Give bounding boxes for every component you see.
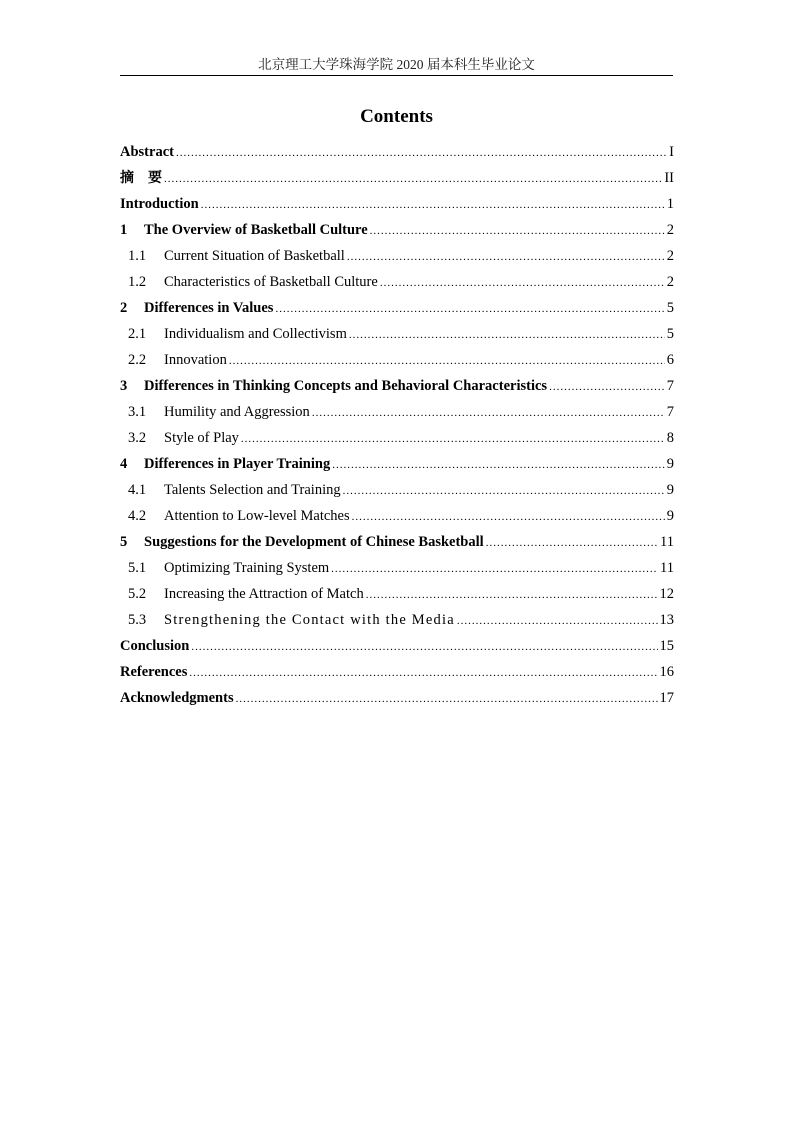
- toc-entry-chinese-abstract[interactable]: [120, 165, 674, 191]
- toc-entry-chapter-3[interactable]: [120, 373, 674, 399]
- toc-entry-section-5-2[interactable]: [120, 581, 674, 607]
- toc-page-number: 17: [659, 690, 674, 706]
- toc-dot-leader: [275, 296, 664, 322]
- toc-dot-leader: [189, 660, 657, 686]
- toc-entry-introduction[interactable]: [120, 191, 674, 217]
- running-header: 北京理工大学珠海学院 2020 届本科生毕业论文: [258, 57, 535, 72]
- toc-entry-title: Differences in Thinking Concepts and Behavioral Characteristics: [144, 378, 548, 394]
- toc-dot-leader: [343, 478, 665, 504]
- toc-entry-title: Conclusion: [120, 638, 190, 654]
- toc-page-number: 5: [666, 300, 674, 316]
- toc-dot-leader: [332, 452, 665, 478]
- toc-dot-leader: [201, 192, 665, 218]
- toc-entry-references[interactable]: [120, 659, 674, 685]
- toc-entry-number: 3.2: [128, 430, 147, 446]
- toc-page-number: 5: [666, 326, 674, 342]
- toc-dot-leader: [370, 218, 665, 244]
- header-rule: [120, 75, 673, 76]
- toc-page-number: 2: [666, 274, 674, 290]
- toc-dot-leader: [549, 374, 665, 400]
- toc-entry-number: 4.1: [128, 482, 147, 498]
- toc-entry-title: Attention to Low-level Matches: [164, 508, 350, 524]
- toc-page-number: 16: [659, 664, 674, 680]
- toc-entry-chapter-4[interactable]: [120, 451, 674, 477]
- toc-entry-number: 5: [120, 534, 128, 550]
- toc-entry-abstract[interactable]: [120, 139, 674, 165]
- toc-entry-number: 2.1: [128, 326, 147, 342]
- toc-entry-title: Innovation: [164, 352, 227, 368]
- toc-entry-title: Increasing the Attraction of Match: [164, 586, 364, 602]
- toc-entry-title: Introduction: [120, 196, 199, 212]
- toc-page-number: 1: [666, 196, 674, 212]
- toc-entry-section-2-2[interactable]: [120, 347, 674, 373]
- toc-entry-title: References: [120, 664, 188, 680]
- toc-entry-chapter-1[interactable]: [120, 217, 674, 243]
- toc-dot-leader: [347, 244, 665, 270]
- toc-page-number: 13: [659, 612, 674, 628]
- toc-entry-section-2-1[interactable]: [120, 321, 674, 347]
- toc-dot-leader: [380, 270, 665, 296]
- toc-page-number: 8: [666, 430, 674, 446]
- toc-entry-title: Strengthening the Contact with the Media: [164, 612, 455, 628]
- toc-entry-number: 1: [120, 222, 128, 238]
- toc-page-number: 7: [666, 404, 674, 420]
- toc-entry-section-3-1[interactable]: [120, 399, 674, 425]
- toc-dot-leader: [229, 348, 665, 374]
- toc-page-number: II: [664, 170, 674, 186]
- toc-page-number: 2: [666, 222, 674, 238]
- toc-page-number: 11: [660, 560, 674, 576]
- toc-entry-section-5-3[interactable]: [120, 607, 674, 633]
- toc-entry-number: 2: [120, 300, 128, 316]
- toc-dot-leader: [164, 166, 662, 192]
- toc-entry-number: 5.1: [128, 560, 147, 576]
- toc-entry-title: Acknowledgments: [120, 690, 234, 706]
- toc-entry-title: Optimizing Training System: [164, 560, 330, 576]
- toc-entry-number: 3: [120, 378, 128, 394]
- toc-entry-number: 4: [120, 456, 128, 472]
- toc-page-number: 9: [666, 456, 674, 472]
- toc-dot-leader: [457, 608, 658, 634]
- toc-entry-section-1-2[interactable]: [120, 269, 674, 295]
- toc-entry-chapter-2[interactable]: [120, 295, 674, 321]
- toc-entry-title: Talents Selection and Training: [164, 482, 341, 498]
- toc-dot-leader: [486, 530, 658, 556]
- toc-page-number: 7: [666, 378, 674, 394]
- toc-entry-title: Style of Play: [164, 430, 239, 446]
- toc-entry-number: 1.1: [128, 248, 147, 264]
- toc-entry-number: 2.2: [128, 352, 147, 368]
- toc-page-number: 6: [666, 352, 674, 368]
- table-of-contents: [120, 139, 674, 711]
- toc-entry-title: Suggestions for the Development of Chinese Basketball: [144, 534, 484, 550]
- toc-dot-leader: [241, 426, 665, 452]
- toc-dot-leader: [349, 322, 665, 348]
- toc-entry-section-5-1[interactable]: [120, 555, 674, 581]
- toc-entry-title: Differences in Player Training: [144, 456, 331, 472]
- toc-page-number: 2: [666, 248, 674, 264]
- toc-dot-leader: [176, 140, 667, 166]
- toc-entry-section-3-2[interactable]: [120, 425, 674, 451]
- toc-page-number: I: [669, 144, 674, 160]
- toc-entry-number: 3.1: [128, 404, 147, 420]
- toc-dot-leader: [366, 582, 658, 608]
- toc-page-number: 9: [666, 508, 674, 524]
- toc-entry-number: 1.2: [128, 274, 147, 290]
- toc-entry-section-4-1[interactable]: [120, 477, 674, 503]
- toc-entry-title: Abstract: [120, 144, 174, 160]
- toc-dot-leader: [312, 400, 665, 426]
- toc-dot-leader: [352, 504, 665, 530]
- toc-entry-title: 摘 要: [120, 170, 162, 186]
- toc-entry-section-1-1[interactable]: [120, 243, 674, 269]
- toc-dot-leader: [191, 634, 657, 660]
- toc-entry-acknowledgments[interactable]: [120, 685, 674, 711]
- page-title: Contents: [360, 106, 433, 127]
- toc-entry-number: 5.3: [128, 612, 147, 628]
- toc-page-number: 15: [659, 638, 674, 654]
- toc-entry-chapter-5[interactable]: [120, 529, 674, 555]
- toc-entry-conclusion[interactable]: [120, 633, 674, 659]
- toc-page-number: 12: [659, 586, 674, 602]
- toc-entry-section-4-2[interactable]: [120, 503, 674, 529]
- toc-entry-title: The Overview of Basketball Culture: [144, 222, 368, 238]
- toc-entry-title: Current Situation of Basketball: [164, 248, 345, 264]
- toc-dot-leader: [236, 686, 658, 712]
- toc-entry-title: Differences in Values: [144, 300, 274, 316]
- toc-dot-leader: [331, 556, 658, 582]
- toc-entry-title: Individualism and Collectivism: [164, 326, 347, 342]
- toc-page-number: 9: [666, 482, 674, 498]
- toc-page-number: 11: [660, 534, 674, 550]
- toc-entry-title: Humility and Aggression: [164, 404, 310, 420]
- toc-entry-number: 5.2: [128, 586, 147, 602]
- toc-entry-title: Characteristics of Basketball Culture: [164, 274, 378, 290]
- toc-entry-number: 4.2: [128, 508, 147, 524]
